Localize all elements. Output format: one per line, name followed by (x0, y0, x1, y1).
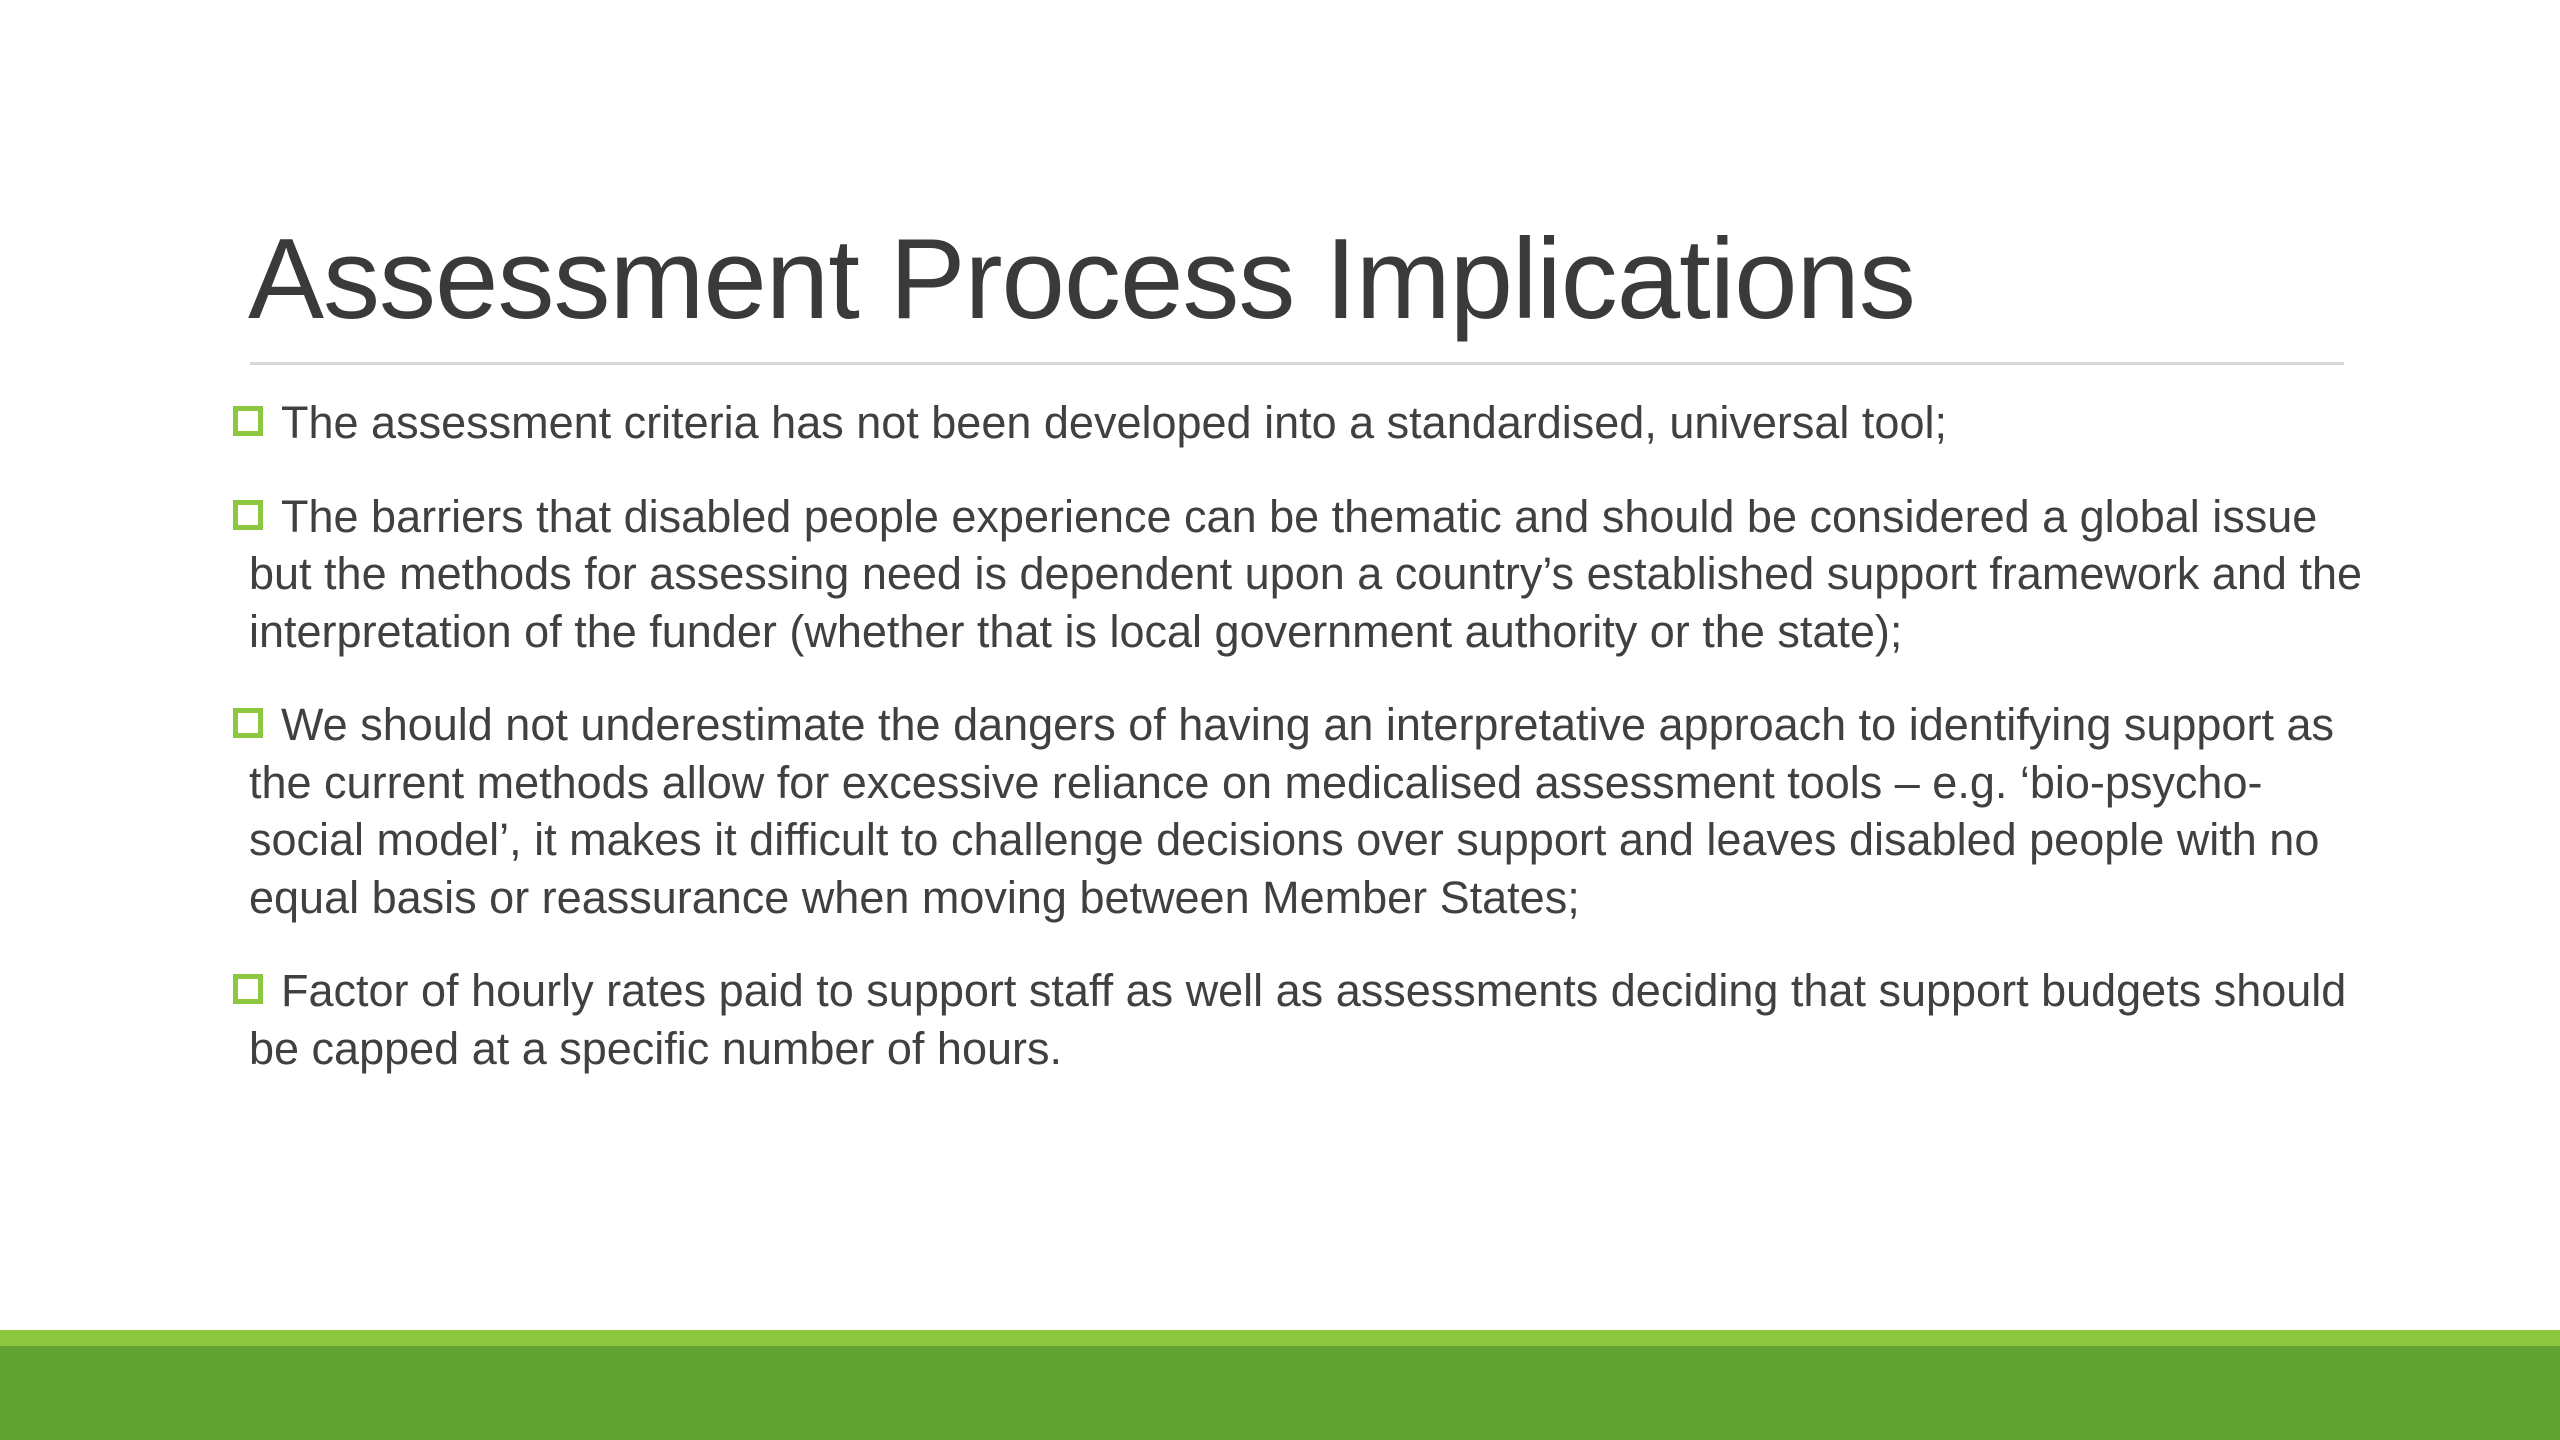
footer-band (0, 1330, 2560, 1440)
bullet-item (233, 962, 2363, 1077)
title-divider (250, 362, 2344, 365)
checkbox-icon (233, 406, 263, 436)
checkbox-icon (233, 974, 263, 1004)
checkbox-icon (233, 500, 263, 530)
bullet-text: Factor of hourly rates paid to support staff as well as assessments deciding that support budgets should be capped at a specific number of hours. (249, 965, 2347, 1074)
checkbox-icon (233, 708, 263, 738)
slide-title: Assessment Process Implications (248, 216, 1915, 343)
bullet-text: We should not underestimate the dangers of having an interpretative approach to identifying support as the current methods allow for excessive reliance on medicalised assessment tools – e.g. ‘bio-psycho-social model’, it makes it difficult to challenge decisions over support and leaves disabled people with no equal basis or reassurance when moving between Member States; (249, 699, 2334, 923)
bullet-text: The assessment criteria has not been developed into a standardised, universal tool; (281, 397, 1947, 448)
bullet-item (233, 394, 2363, 452)
bullet-item (233, 488, 2363, 661)
bullet-text: The barriers that disabled people experience can be thematic and should be considered a global issue but the methods for assessing need is dependent upon a country’s established support framework and the interpretation of the funder (whether that is local government authority or the state); (249, 490, 2363, 657)
bullet-item (233, 696, 2363, 926)
bullet-list (233, 394, 2363, 1113)
footer-bar (0, 1346, 2560, 1440)
footer-accent-stripe (0, 1330, 2560, 1346)
